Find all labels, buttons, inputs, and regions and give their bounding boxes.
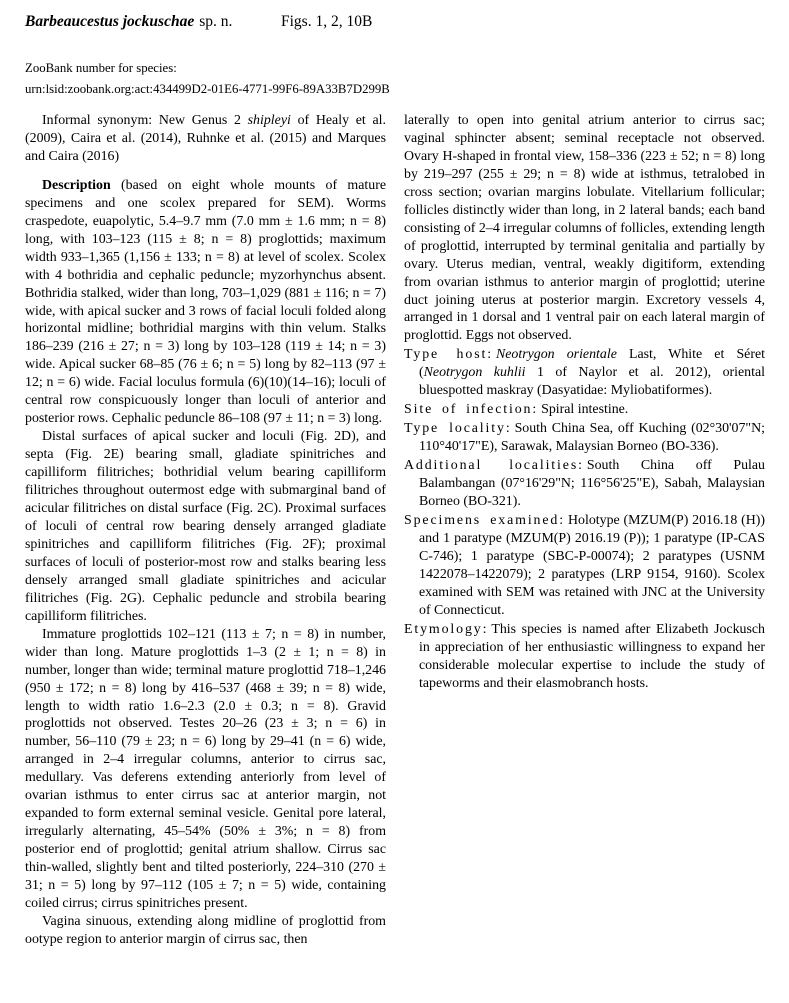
- description-text: (based on eight whole mounts of mature specimens and one scolex prepared for SEM). Worms craspedote, euapolytic, 5.4–9.7 mm (7.0 mm ± 1.6 mm; n = 8) long, with 103–123 (115 ± 8; n = 8) proglottids; maximum width 933–1,365 (1,156 ± 133; n = 8) at level of scolex. Scolex with 4 bothridia and cephalic peduncle; myzorhynchus absent. Bothridia stalked, wider than long, 703–1,029 (881 ± 116; n = 7) wide, with apical sucker and 3 rows of facial loculi folded along horizontal midline; bothridial margins with thin velum. Stalks 186–239 (216 ± 27; n = 3) long by 103–128 (119 ± 14; n = 3) wide. Apical sucker 68–85 (76 ± 6; n = 5) long by 82–113 (97 ± 12; n = 6) wide. Facial loculus formula (6)(10)(14–16); loculi of central row conspicuously longer than loculi of anterior and posterior rows. Cephalic peduncle 86–108 (97 ± 11; n = 3) long.: [25, 177, 386, 427]
- type-host-common-name: 1 of Naylor et al. 2012), oriental bluespotted maskray (Dasyatidae: Myliobatiformes).: [419, 365, 765, 399]
- type-host-synonym: Neotrygon kuhlii: [423, 365, 526, 381]
- type-locality-label: Type locality:: [404, 421, 512, 437]
- site-of-infection-label: Site of infection:: [404, 402, 539, 418]
- description-paragraph: [25, 177, 386, 428]
- surfaces-paragraph: Distal surfaces of apical sucker and loculi (Fig. 2D), and septa (Fig. 2E) bearing small, gladiate spinitriches and capilliform filitriches; bothridial velum bearing capilliform filitriches throughout outermost edge with submarginal band of acicular filitriches on distal surface (Fig. 2C). Proximal surfaces of loculi of central row bearing densely arranged gladiate spinitriches and capilliform filitriches (Fig. 2F); proximal surfaces of loculi of posterior-most row and stalks bearing less densely arranged small gladiate spinitriches and acicular filitriches (Fig. 2G). Cephalic peduncle and strobila bearing capilliform filitriches.: [25, 429, 386, 624]
- type-locality-text: South China Sea, off Kuching (02°30'07"N; 110°40'17"E), Sarawak, Malaysian Borneo (BO-336).: [419, 421, 765, 455]
- specimens-examined-text: Holotype (MZUM(P) 2016.18 (H)) and 1 paratype (MZUM(P) 2016.19 (P)); 1 paratype (IP-CAS C-746); 1 paratype (SBC-P-00074); 2 paratypes (USNM 1422078–1422079); 2 paratypes (LRP 9154, 9160). Scolex examined with SEM was retained with JNC at the University of Connecticut.: [419, 512, 765, 618]
- zoobank-urn: urn:lsid:zoobank.org:act:434499D2-01E6-4771-99F6-89A33B7D299B: [25, 81, 390, 96]
- zoobank-label: ZooBank number for species:: [25, 61, 177, 75]
- description-heading: Description: [42, 177, 111, 193]
- informal-synonym-citations: of Healy et al. (2009), Caira et al. (2014), Ruhnke et al. (2015) and Marques and Caira (2016): [25, 113, 386, 164]
- entry-type-locality: [404, 420, 765, 456]
- additional-localities-label: Additional localities:: [404, 458, 584, 474]
- entry-site-of-infection: [404, 401, 765, 419]
- entry-etymology: [404, 621, 765, 693]
- etymology-text: This species is named after Elizabeth Jockusch in appreciation of her enthusiastic willingness to expand her considerable molecular expertise to include the study of tapeworms and their elasmobranch hosts.: [419, 621, 765, 691]
- informal-synonym-text: Informal synonym: New Genus 2: [42, 113, 248, 128]
- type-host-label: Type host:: [404, 347, 493, 363]
- figures-reference: Figs. 1, 2, 10B: [281, 13, 373, 30]
- entry-specimens-examined: [404, 512, 765, 620]
- informal-synonym-paragraph: [25, 112, 386, 166]
- additional-localities-text: South China off Pulau Balambangan (07°16'29"N; 116°56'25"E), Sabah, Malaysian Borneo (BO-321).: [419, 458, 765, 510]
- specimens-examined-label: Specimens examined:: [404, 512, 565, 528]
- continuation-paragraph: laterally to open into genital atrium anterior to cirrus sac; vaginal sphincter absent; seminal receptacle not observed. Ovary H-shaped in frontal view, 158–336 (223 ± 52; n = 8) long by 219–297 (255 ± 29; n = 8) wide at isthmus, tetralobed in cross section; ovarian margins lobulate. Vitellarium follicular; follicles distinctly wider than long, in 2 lateral bands; each band consisting of 2–4 irregular columns of follicles, extending length of proglottid, interrupted by terminal genitalia and partially by ovary. Uterus median, ventral, weakly digitiform, extending from ovarian isthmus to anterior margin of proglottid; uterine duct joining uterus at posterior margin. Excretory vessels 4, arranged in 1 dorsal and 1 ventral pair on each lateral margin of proglottid. Eggs not observed.: [404, 113, 765, 344]
- synonym-species-name: shipleyi: [247, 113, 291, 128]
- left-column: [25, 112, 386, 949]
- two-column-body: [25, 112, 765, 949]
- entry-type-host: [404, 346, 765, 400]
- site-of-infection-text: Spiral intestine.: [541, 402, 629, 418]
- type-host-authors: Last, White et Séret (: [419, 347, 765, 381]
- entry-additional-localities: [404, 457, 765, 511]
- species-header: [25, 13, 765, 37]
- page-title: Barbeaucestus jockuschae: [25, 13, 195, 30]
- vagina-paragraph: Vagina sinuous, extending along midline of proglottid from ootype region to anterior margin of cirrus sac, then: [25, 913, 386, 947]
- title-suffix: sp. n.: [199, 13, 233, 30]
- type-host-species: Neotrygon orientale: [495, 347, 617, 363]
- proglottids-paragraph: Immature proglottids 102–121 (113 ± 7; n = 8) in number, wider than long. Mature proglottids 1–3 (2 ± 1; n = 8) in number, longer than wide; terminal mature proglottid 718–1,246 (950 ± 172; n = 8) long by 416–537 (468 ± 39; n = 8) wide, length to width ratio 1.6–2.3 (2.0 ± 0.3; n = 8). Gravid proglottids not observed. Testes 20–26 (23 ± 3; n = 6) in number, 56–110 (79 ± 23; n = 6) long by 29–41 (n = 6) wide, arranged in 2–4 irregular columns, anterior to cirrus sac, medullary. Vas deferens extending anteriorly from level of ovarian isthmus to enter cirrus sac at anterior margin, not expanded to form external seminal vesicle. Genital pore lateral, irregularly alternating, 45–54% (50% ± 3%; n = 8) from posterior end of proglottid; genital atrium shallow. Cirrus sac thin-walled, slightly bent and tilted posteriorly, 224–310 (270 ± 31; n = 5) long by 97–112 (105 ± 7; n = 5) wide, containing coiled cirrus; cirrus spinitriches present.: [25, 626, 386, 911]
- right-column: [404, 112, 765, 949]
- zoobank-block: [25, 58, 765, 99]
- etymology-label: Etymology:: [404, 621, 489, 637]
